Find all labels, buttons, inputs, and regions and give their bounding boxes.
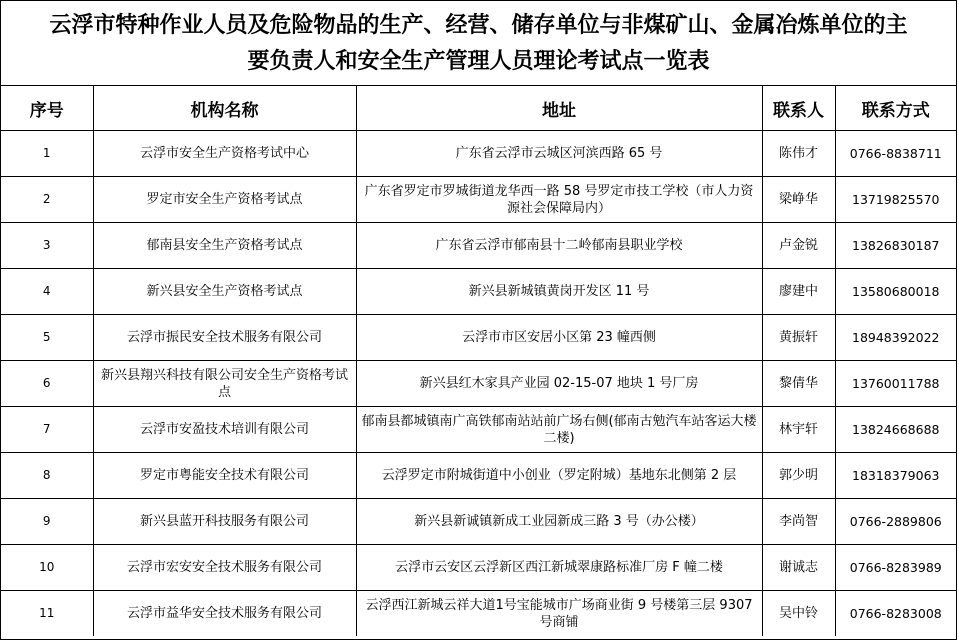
cell-contact: 林宇轩 [762, 407, 835, 453]
cell-contact: 李尚智 [762, 499, 835, 545]
table-row [1, 177, 956, 223]
cell-contact: 陈伟才 [762, 131, 835, 177]
cell-seq: 11 [1, 591, 93, 637]
cell-seq: 4 [1, 269, 93, 315]
cell-org: 郁南县安全生产资格考试点 [93, 223, 356, 269]
cell-address: 云浮市云安区云浮新区西江新城翠康路标准厂房 F 幢二楼 [356, 545, 762, 591]
cell-seq: 5 [1, 315, 93, 361]
cell-contact: 谢诚志 [762, 545, 835, 591]
cell-phone: 0766-8838711 [835, 131, 956, 177]
cell-phone: 18318379063 [835, 453, 956, 499]
cell-address: 新兴县红木家具产业园 02-15-07 地块 1 号厂房 [356, 361, 762, 407]
cell-org: 罗定市安全生产资格考试点 [93, 177, 356, 223]
cell-phone: 13826830187 [835, 223, 956, 269]
cell-address: 新兴县新城镇黄岗开发区 11 号 [356, 269, 762, 315]
cell-phone: 13824668688 [835, 407, 956, 453]
cell-contact: 黄振轩 [762, 315, 835, 361]
cell-address: 新兴县新诚镇新成工业园新成三路 3 号（办公楼） [356, 499, 762, 545]
cell-org: 云浮市宏安安全技术服务有限公司 [93, 545, 356, 591]
cell-contact: 黎倩华 [762, 361, 835, 407]
page-title [1, 1, 956, 86]
table-row [1, 269, 956, 315]
table-row [1, 131, 956, 177]
cell-seq: 6 [1, 361, 93, 407]
exam-site-table [1, 86, 956, 636]
cell-contact: 卢金锐 [762, 223, 835, 269]
cell-phone: 13719825570 [835, 177, 956, 223]
header-phone: 联系方式 [835, 86, 956, 131]
cell-org: 云浮市振民安全技术服务有限公司 [93, 315, 356, 361]
title-line-1: 云浮市特种作业人员及危险物品的生产、经营、储存单位与非煤矿山、金属冶炼单位的主 [49, 12, 908, 38]
cell-phone: 0766-8283989 [835, 545, 956, 591]
table-row [1, 453, 956, 499]
cell-org: 罗定市粤能安全技术有限公司 [93, 453, 356, 499]
header-seq: 序号 [1, 86, 93, 131]
header-org: 机构名称 [93, 86, 356, 131]
table-row [1, 223, 956, 269]
cell-seq: 2 [1, 177, 93, 223]
header-contact: 联系人 [762, 86, 835, 131]
cell-org: 云浮市益华安全技术服务有限公司 [93, 591, 356, 637]
cell-contact: 廖建中 [762, 269, 835, 315]
cell-seq: 3 [1, 223, 93, 269]
table-row [1, 499, 956, 545]
cell-org: 新兴县蓝开科技服务有限公司 [93, 499, 356, 545]
cell-phone: 13580680018 [835, 269, 956, 315]
cell-address: 云浮西江新城云祥大道1号宝能城市广场商业街 9 号楼第三层 9307 号商铺 [356, 591, 762, 637]
table-row [1, 315, 956, 361]
table-row [1, 407, 956, 453]
cell-org: 云浮市安全生产资格考试中心 [93, 131, 356, 177]
cell-phone: 18948392022 [835, 315, 956, 361]
cell-seq: 9 [1, 499, 93, 545]
cell-address: 广东省云浮市郁南县十二岭郁南县职业学校 [356, 223, 762, 269]
cell-contact: 梁峥华 [762, 177, 835, 223]
title-line-2: 要负责人和安全生产管理人员理论考试点一览表 [247, 48, 710, 74]
cell-contact: 郭少明 [762, 453, 835, 499]
table-row [1, 591, 956, 637]
cell-address: 广东省罗定市罗城街道龙华西一路 58 号罗定市技工学校（市人力资源社会保障局内） [356, 177, 762, 223]
cell-address: 广东省云浮市云城区河滨西路 65 号 [356, 131, 762, 177]
cell-contact: 吴中铃 [762, 591, 835, 637]
cell-phone: 0766-2889806 [835, 499, 956, 545]
cell-org: 新兴县安全生产资格考试点 [93, 269, 356, 315]
cell-seq: 8 [1, 453, 93, 499]
cell-phone: 13760011788 [835, 361, 956, 407]
cell-org: 云浮市安盈技术培训有限公司 [93, 407, 356, 453]
table-header-row [1, 86, 956, 131]
table-row [1, 545, 956, 591]
cell-phone: 0766-8283008 [835, 591, 956, 637]
header-address: 地址 [356, 86, 762, 131]
cell-seq: 1 [1, 131, 93, 177]
cell-address: 云浮市市区安居小区第 23 幢西侧 [356, 315, 762, 361]
cell-address: 云浮罗定市附城街道中小创业（罗定附城）基地东北侧第 2 层 [356, 453, 762, 499]
cell-seq: 7 [1, 407, 93, 453]
cell-org: 新兴县翔兴科技有限公司安全生产资格考试点 [93, 361, 356, 407]
cell-address: 郁南县都城镇南广高铁郁南站站前广场右侧(郁南古勉汽车站客运大楼二楼) [356, 407, 762, 453]
cell-seq: 10 [1, 545, 93, 591]
table-row [1, 361, 956, 407]
